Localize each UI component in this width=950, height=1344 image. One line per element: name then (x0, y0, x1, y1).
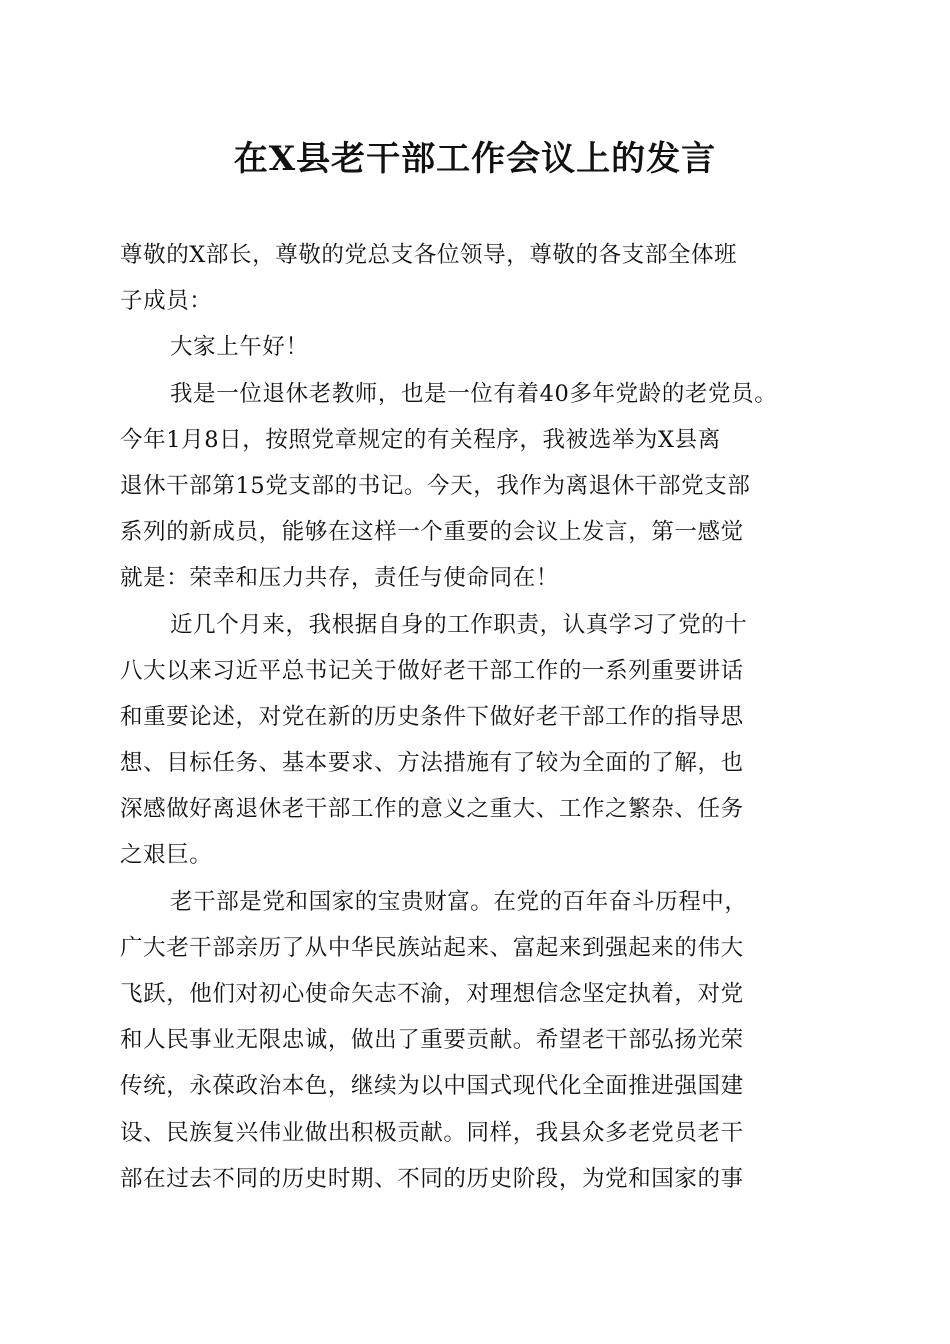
text-line: 今年1月8日，按照党章规定的有关程序，我被选举为X县离 (120, 426, 721, 453)
text-line: 传统，永葆政治本色，继续为以中国式现代化全面推进强国建 (120, 1073, 744, 1100)
text-line: 尊敬的X部长，尊敬的党总支各位领导，尊敬的各支部全体班 (120, 242, 738, 268)
text-line: 和重要论述，对党在新的历史条件下做好老干部工作的指导思 (120, 703, 744, 730)
text-line: 和人民事业无限忠诚，做出了重要贡献。希望老干部弘扬光荣 (120, 1027, 744, 1054)
document-body (120, 232, 840, 1202)
text-line: 深感做好离退休老干部工作的意义之重大、工作之繁杂、任务 (120, 796, 744, 823)
text-line: 大家上午好！ (170, 334, 309, 361)
text-line: 八大以来习近平总书记关于做好老干部工作的一系列重要讲话 (120, 657, 744, 684)
document-title: 在X县老干部工作会议上的发言 (233, 139, 717, 179)
text-line: 想、目标任务、基本要求、方法措施有了较为全面的了解，也 (120, 750, 744, 777)
text-line: 部在过去不同的历史时期、不同的历史阶段，为党和国家的事 (120, 1165, 744, 1192)
text-line: 系列的新成员，能够在这样一个重要的会议上发言，第一感觉 (120, 519, 744, 546)
text-line: 退休干部第15党支部的书记。今天，我作为离退休干部党支部 (120, 472, 751, 499)
text-line: 我是一位退休老教师，也是一位有着40多年党龄的老党员。 (170, 380, 778, 407)
text-line: 设、民族复兴伟业做出积极贡献。同样，我县众多老党员老干 (120, 1119, 744, 1146)
text-line: 广大老干部亲历了从中华民族站起来、富起来到强起来的伟大 (120, 934, 744, 961)
text-line: 之艰巨。 (120, 842, 213, 869)
text-line: 飞跃，他们对初心使命矢志不渝，对理想信念坚定执着，对党 (120, 981, 744, 1007)
text-line: 近几个月来，我根据自身的工作职责，认真学习了党的十 (170, 611, 748, 638)
text-line: 就是：荣幸和压力共存，责任与使命同在！ (120, 565, 559, 592)
text-line: 子成员： (120, 288, 213, 315)
text-line: 老干部是党和国家的宝贵财富。在党的百年奋斗历程中， (170, 888, 748, 915)
